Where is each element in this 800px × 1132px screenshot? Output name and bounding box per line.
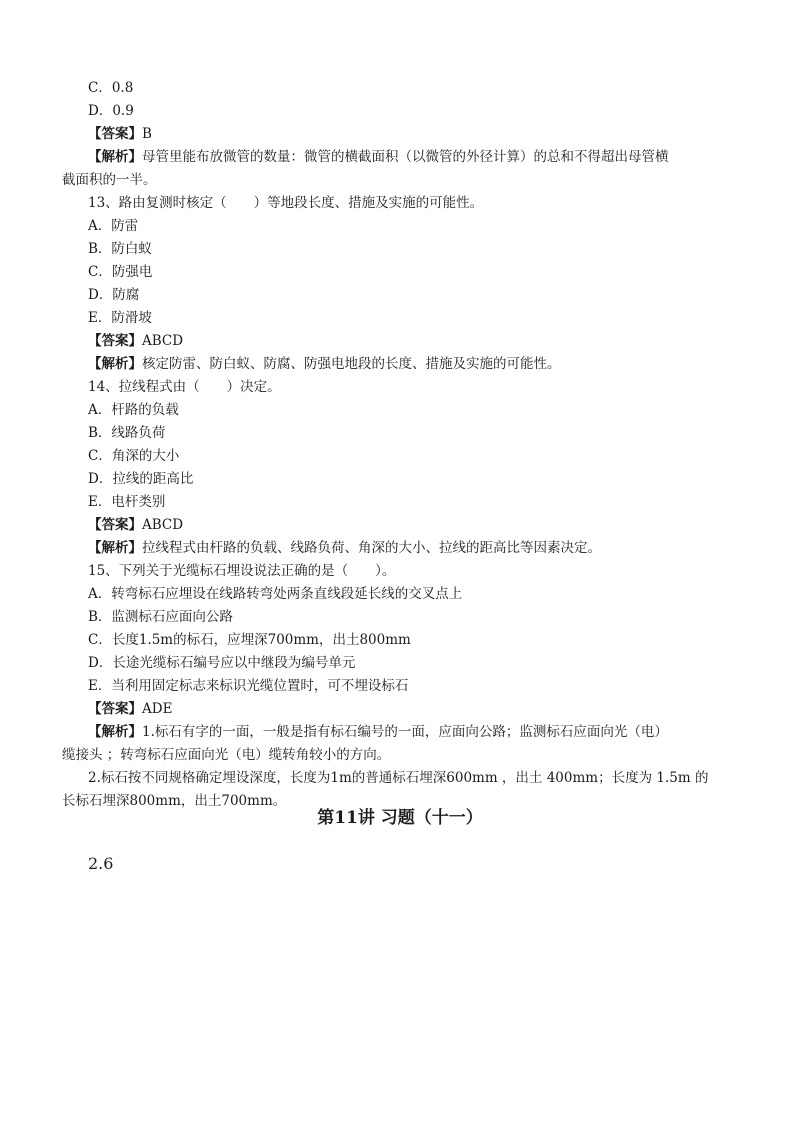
q13-option-b: B．防白蚁 [88, 241, 152, 257]
analysis-tag: 【解析】 [88, 540, 142, 556]
answer-tag: 【答案】 [88, 517, 142, 533]
analysis-tag: 【解析】 [88, 356, 142, 372]
q15-option-d: D．长途光缆标石编号应以中继段为编号单元 [88, 655, 356, 671]
q15-analysis-2: 2.标石按不同规格确定埋设深度，长度为1m的普通标石埋深600mm ，出土 400mm；长度为 1.5m 的 [88, 770, 709, 786]
q15-analysis-cont-1: 缆接头 ；转弯标石应面向光（电）缆转角较小的方向。 [62, 747, 391, 763]
answer-tag: 【答案】 [88, 126, 142, 142]
q13-option-a: A．防雷 [88, 218, 139, 234]
analysis-text: 母管里能布放微管的数量：微管的横截面积（以微管的外径计算）的总和不得超出母管横 [142, 149, 669, 165]
analysis-text: 1.标石有字的一面，一般是指有标石编号的一面，应面向公路；监测标石应面向光（电） [142, 724, 668, 740]
q13-option-d: D．防腐 [88, 287, 140, 303]
q15-option-c: C．长度1.5m的标石，应埋深700mm，出土800mm [88, 632, 411, 648]
q14-option-b: B．线路负荷 [88, 425, 166, 441]
q12-answer [88, 123, 152, 145]
answer-tag: 【答案】 [88, 333, 142, 349]
answer-value: ADE [142, 701, 173, 717]
q14-option-e: E．电杆类别 [88, 494, 166, 510]
q13-question: 13、路由复测时核定（ ）等地段长度、措施及实施的可能性。 [88, 195, 484, 211]
q15-analysis-cont-2: 长标石埋深800mm，出土700mm。 [62, 793, 287, 809]
analysis-tag: 【解析】 [88, 724, 142, 740]
q15-option-a: A．转弯标石应埋设在线路转弯处两条直线段延长线的交叉点上 [88, 586, 463, 602]
q12-analysis [88, 146, 669, 168]
q15-answer [88, 698, 172, 720]
analysis-text: 拉线程式由杆路的负载、线路负荷、角深的大小、拉线的距高比等因素决定。 [142, 540, 601, 556]
q15-analysis [88, 721, 668, 743]
q15-option-e: E．当利用固定标志来标识光缆位置时，可不埋设标石 [88, 678, 409, 694]
q12-option-d: D．0.9 [88, 103, 134, 119]
q14-option-d: D．拉线的距高比 [88, 471, 194, 487]
section-title: 第11讲 习题（十一） [317, 808, 483, 828]
q13-option-c: C．防强电 [88, 264, 153, 280]
q15-question: 15、下列关于光缆标石埋设说法正确的是（ ）。 [88, 563, 396, 579]
q14-answer [88, 514, 183, 536]
q14-question: 14、拉线程式由（ ）决定。 [88, 379, 281, 395]
q13-answer [88, 330, 183, 352]
answer-value: B [142, 126, 152, 142]
q12-option-c: C．0.8 [88, 80, 134, 96]
answer-value: ABCD [142, 333, 184, 349]
answer-tag: 【答案】 [88, 701, 142, 717]
analysis-tag: 【解析】 [88, 149, 142, 165]
analysis-text: 核定防雷、防白蚁、防腐、防强电地段的长度、措施及实施的可能性。 [142, 356, 561, 372]
section-number: 2.6 [88, 854, 114, 873]
q14-option-c: C．角深的大小 [88, 448, 180, 464]
q13-analysis [88, 353, 561, 375]
q14-analysis [88, 537, 601, 559]
q13-option-e: E．防滑坡 [88, 310, 152, 326]
q14-option-a: A．杆路的负载 [88, 402, 179, 418]
answer-value: ABCD [142, 517, 184, 533]
q12-analysis-cont: 截面积的一半。 [62, 172, 157, 188]
q15-option-b: B．监测标石应面向公路 [88, 609, 233, 625]
